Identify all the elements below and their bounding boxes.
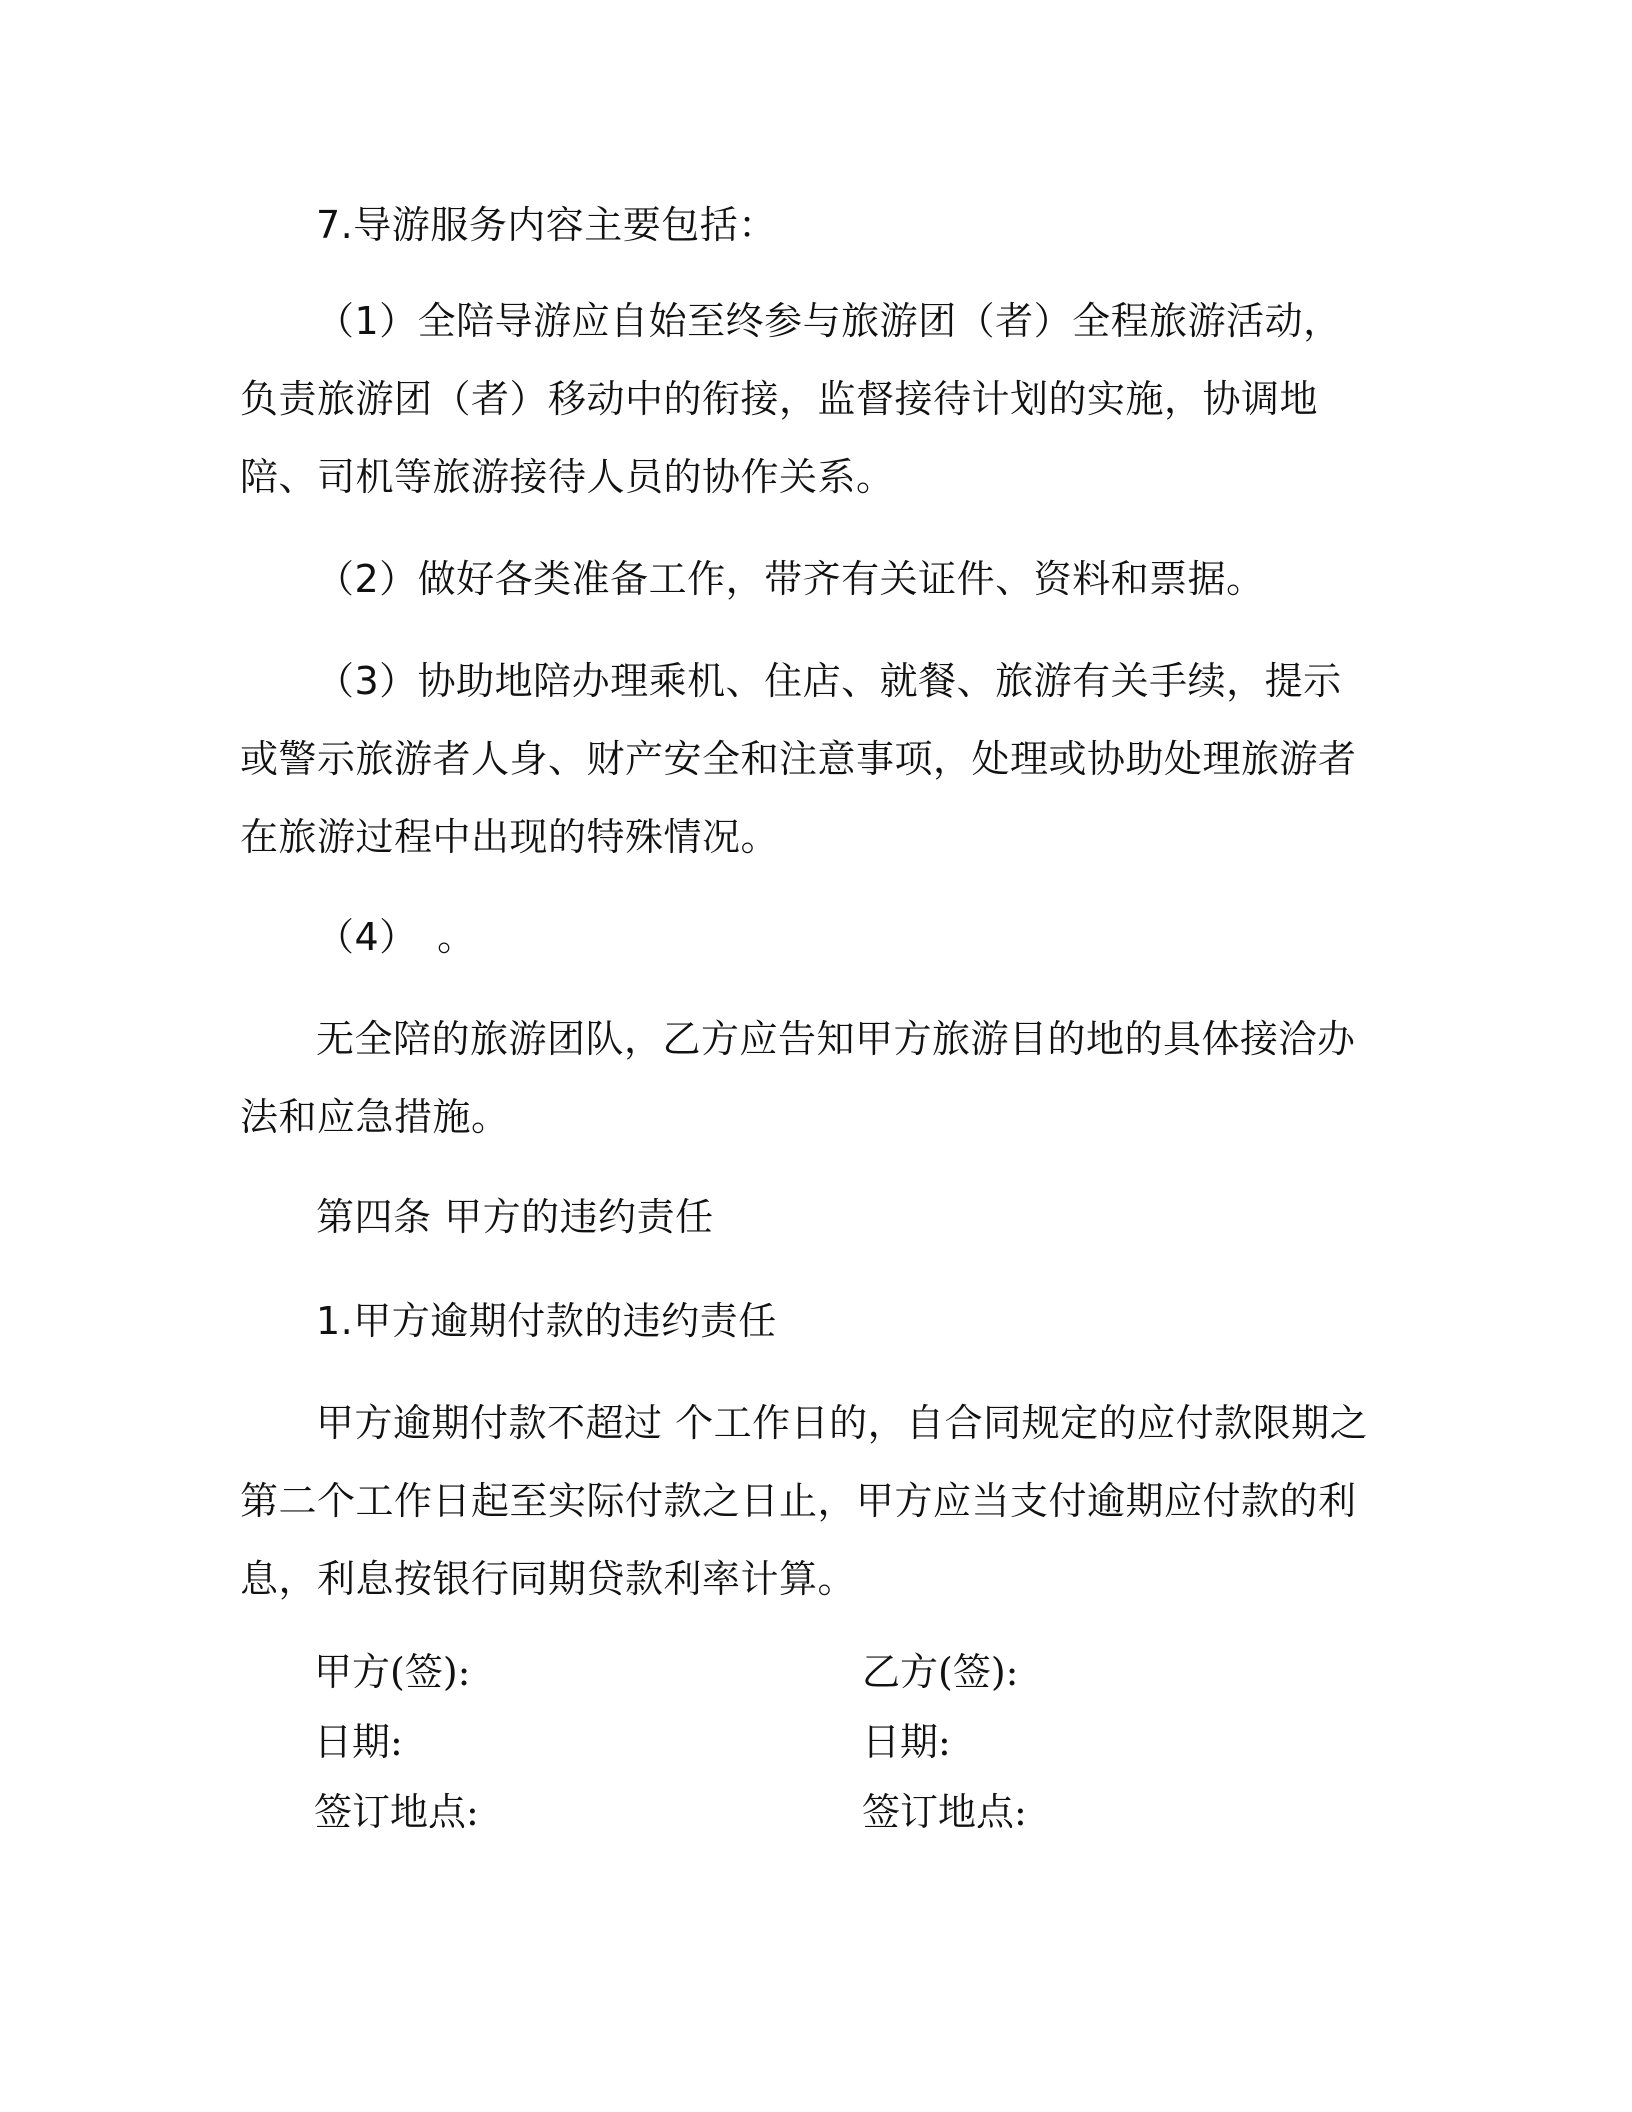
- paragraph-item-3: （3）协助地陪办理乘机、住店、就餐、旅游有关手续，提示或警示旅游者人身、财产安全和注意事项，处理或协助处理旅游者在旅游过程中出现的特殊情况。: [240, 659, 1357, 859]
- party-b-place-label: 签订地点:: [862, 1790, 1027, 1834]
- paragraph-item-4: （4） 。: [316, 915, 476, 959]
- party-a-signature-label: 甲方(签):: [314, 1650, 471, 1694]
- party-a-place-label: 签订地点:: [314, 1790, 479, 1834]
- paragraph-item-2: （2）做好各类准备工作，带齐有关证件、资料和票据。: [316, 557, 1265, 601]
- paragraph-no-escort: 无全陪的旅游团队，乙方应告知甲方旅游目的地的具体接洽办法和应急措施。: [240, 1017, 1356, 1139]
- article-4-heading: 第四条 甲方的违约责任: [316, 1195, 714, 1239]
- paragraph-late-payment: 甲方逾期付款不超过 个工作日的，自合同规定的应付款限期之第二个工作日起至实际付款之日止，甲方应当支付逾期应付款的利息，利息按银行同期贷款利率计算。: [240, 1401, 1369, 1601]
- paragraph-guide-services-heading: 7.导游服务内容主要包括：: [316, 203, 777, 247]
- party-a-date-label: 日期:: [314, 1720, 403, 1764]
- paragraph-item-1: （1）全陪导游应自始至终参与旅游团（者）全程旅游活动，负责旅游团（者）移动中的衔接，监督接待计划的实施，协调地陪、司机等旅游接待人员的协作关系。: [240, 299, 1342, 499]
- clause-1-heading: 1.甲方逾期付款的违约责任: [316, 1299, 777, 1343]
- party-b-signature-label: 乙方(签):: [862, 1650, 1019, 1694]
- party-b-date-label: 日期:: [862, 1720, 951, 1764]
